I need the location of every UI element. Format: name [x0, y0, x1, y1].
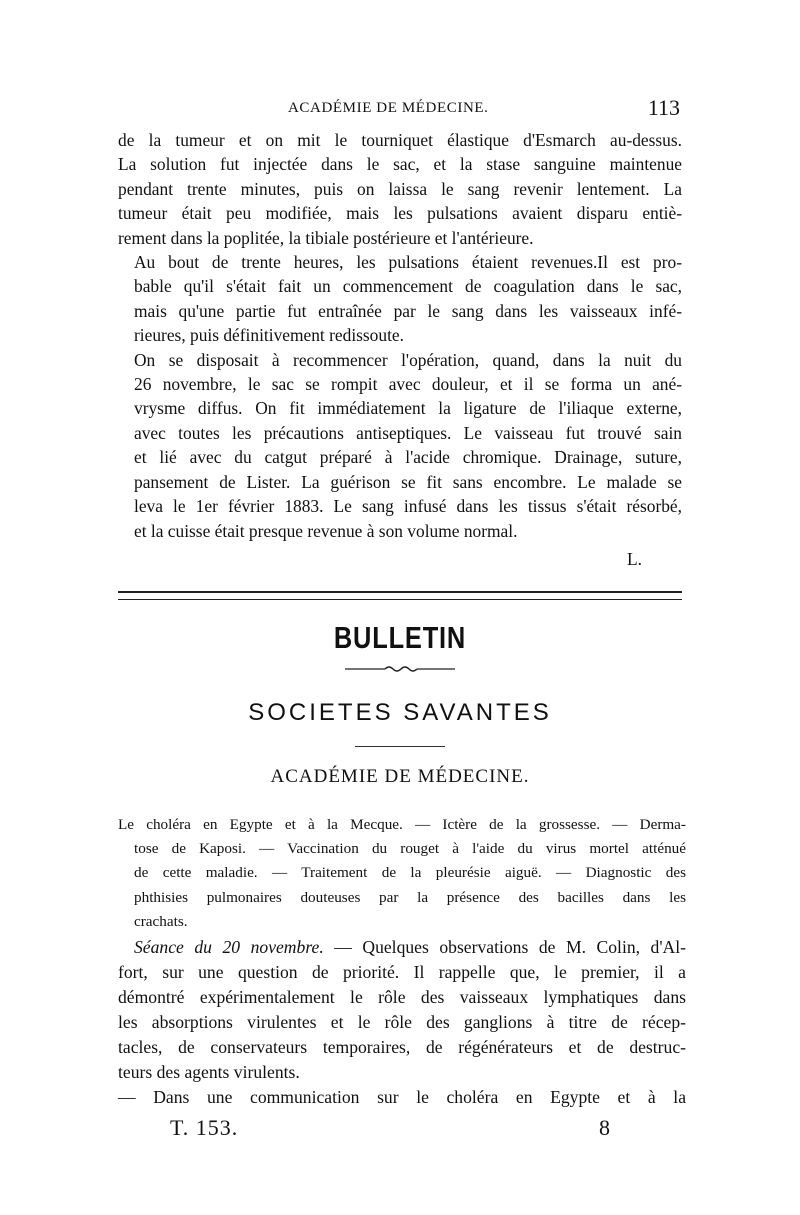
- text-line: les absorptions virulentes et le rôle des ganglions à titre de récep-: [118, 1012, 686, 1032]
- text-fragment: — Quelques observations de M. Colin, d'Al-: [323, 937, 686, 957]
- text-line: de la tumeur et on mit le tourniquet élastique d'Esmarch au-dessus.: [118, 130, 682, 150]
- text-line: On se disposait à recommencer l'opération, quand, dans la nuit du: [134, 349, 682, 370]
- text-line: leva le 1er février 1883. Le sang infusé dans les tissus s'était résorbé,: [134, 496, 682, 517]
- section-divider: [118, 591, 682, 600]
- running-title: ACADÉMIE DE MÉDECINE.: [288, 100, 489, 116]
- session-first-line: [118, 935, 686, 960]
- text-line: Au bout de trente heures, les pulsations étaient revenues.Il est pro-: [134, 252, 682, 273]
- page-footer: [170, 1115, 610, 1145]
- article-continuation: [118, 128, 682, 571]
- session-report: [118, 935, 686, 1110]
- text-line: rement dans la poplitée, la tibiale postérieure et l'antérieure.: [118, 227, 534, 248]
- volume-mark: T. 153.: [170, 1115, 239, 1140]
- text-line: La solution fut injectée dans le sac, et la stase sanguine maintenue: [118, 154, 682, 175]
- bulletin-title: BULLETIN: [333, 620, 467, 655]
- text-line: rieures, puis définitivement redissoute.: [134, 325, 404, 346]
- summary-line: crachats.: [134, 912, 188, 930]
- text-line: — Dans une communication sur le choléra en Egypte et à la: [118, 1087, 686, 1107]
- text-line: pansement de Lister. La guérison se fit sans encombre. Le malade se: [134, 471, 682, 492]
- signature-mark: 8: [599, 1115, 610, 1140]
- text-line: bable qu'il s'était fait un commencement de coagulation dans le sac,: [134, 276, 682, 297]
- summary-line: de cette maladie. — Traitement de la pleurésie aiguë. — Diagnostic des: [134, 864, 686, 882]
- text-line: avec toutes les précautions antiseptiques. Le vaisseau fut trouvé sain: [134, 422, 682, 443]
- summary-line: phthisies pulmonaires douteuses par la présence des bacilles dans les: [134, 888, 686, 906]
- text-line: fort, sur une question de priorité. Il rappelle que, le premier, il a: [118, 962, 686, 982]
- text-line: et lié avec du catgut préparé à l'acide chromique. Drainage, suture,: [134, 447, 682, 468]
- text-line: mais qu'une partie fut entraînée par le sang dans les vaisseaux infé-: [134, 300, 682, 321]
- summary-line: tose de Kaposi. — Vaccination du rouget à l'aide du virus mortel atténué: [134, 840, 686, 858]
- ornament-divider: [345, 665, 455, 673]
- short-divider: [355, 746, 445, 747]
- paragraph: [118, 128, 682, 250]
- text-line: démontré expérimentalement le rôle des vaisseaux lymphatiques dans: [118, 987, 686, 1007]
- text-line: et la cuisse était presque revenue à son volume normal.: [134, 520, 518, 541]
- running-header: [118, 95, 682, 124]
- section-title: SOCIETES SAVANTES: [248, 699, 552, 726]
- text-line: vrysme diffus. On fit immédiatement la ligature de l'iliaque externe,: [134, 398, 682, 419]
- page-number: 113: [647, 95, 680, 120]
- text-line: tumeur était peu modifiée, mais les pulsations avaient disparu entiè-: [118, 203, 682, 224]
- author-initial: L.: [627, 548, 642, 569]
- session-summary: [118, 813, 686, 934]
- academy-heading: ACADÉMIE DE MÉDECINE.: [270, 766, 530, 787]
- text-line: tacles, de conservateurs temporaires, de régénérateurs et de destruc-: [118, 1037, 686, 1057]
- paragraph: [118, 348, 682, 543]
- text-line: pendant trente minutes, puis on laissa le sang revenir lentement. La: [118, 178, 682, 199]
- paragraph: [118, 250, 682, 348]
- summary-line: Le choléra en Egypte et à la Mecque. — Ictère de la grossesse. — Derma-: [118, 816, 686, 833]
- text-line: 26 novembre, le sac se rompit avec douleur, et il se forma un ané-: [134, 374, 682, 395]
- text-line: teurs des agents virulents.: [118, 1062, 300, 1082]
- session-date: Séance du 20 novembre.: [134, 937, 324, 957]
